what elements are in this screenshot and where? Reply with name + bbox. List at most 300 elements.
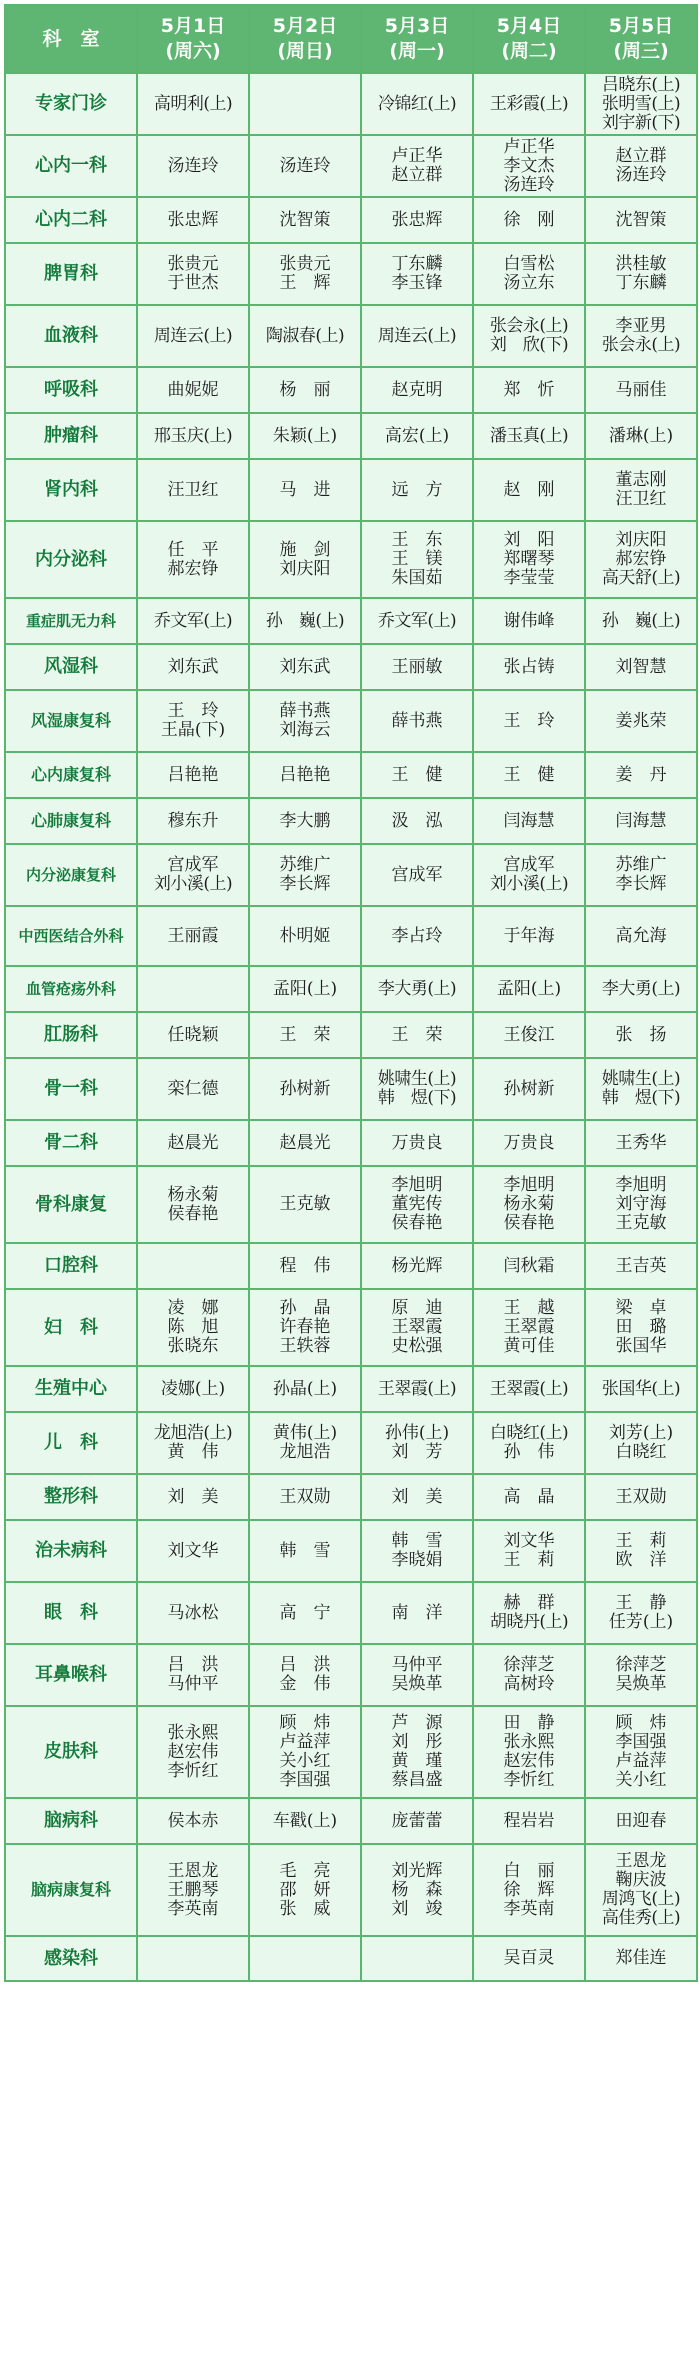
doctor-name: 孙 晶 [279, 1298, 331, 1318]
duty-cell [137, 135, 249, 197]
doctor-name: 王 莉 [503, 1550, 555, 1570]
department-name: 骨一科 [5, 1058, 137, 1120]
doctor-name: 张会永(上) [601, 335, 681, 355]
doctor-name: 程 伟 [279, 1255, 331, 1276]
duty-cell [249, 1582, 361, 1644]
doctor-name: 周鸿飞(上) [601, 1889, 681, 1909]
day-header [137, 5, 249, 73]
department-name: 脑病科 [5, 1798, 137, 1844]
day-header [361, 5, 473, 73]
duty-cell [585, 906, 697, 966]
doctor-name: 高允海 [615, 925, 667, 946]
table-row [5, 752, 697, 798]
doctor-name: 王轶蓉 [279, 1336, 331, 1356]
doctor-name: 陈 旭 [167, 1317, 219, 1337]
doctor-name: 赫 群 [503, 1593, 555, 1613]
doctor-name: 侯本赤 [167, 1810, 219, 1831]
doctor-name: 王克敏 [279, 1194, 331, 1214]
duty-cell [585, 1520, 697, 1582]
doctor-name: 李旭明 [615, 1175, 667, 1195]
doctor-name: 马丽佳 [615, 379, 667, 400]
doctor-name: 龙旭浩(上) [153, 1423, 233, 1443]
doctor-name: 汤连玲 [615, 165, 667, 185]
doctor-name: 董志刚 [615, 470, 667, 490]
doctor-name: 刘东武 [167, 656, 219, 677]
table-row [5, 1936, 697, 1981]
duty-cell [249, 197, 361, 243]
doctor-name: 王丽敏 [391, 656, 443, 677]
doctor-name: 高 晶 [503, 1486, 555, 1507]
duty-cell [137, 1844, 249, 1936]
doctor-name: 闫秋霜 [503, 1255, 555, 1276]
duty-cell [473, 1412, 585, 1474]
department-name: 心内一科 [5, 135, 137, 197]
duty-cell [361, 1120, 473, 1166]
duty-cell [361, 1936, 473, 1981]
doctor-name: 高 宁 [279, 1602, 331, 1623]
duty-cell [137, 1243, 249, 1289]
table-row [5, 1289, 697, 1366]
doctor-name: 高宏(上) [384, 425, 450, 446]
doctor-name: 赵晨光 [279, 1132, 331, 1153]
doctor-name: 穆东升 [167, 810, 219, 831]
doctor-name: 万贵良 [503, 1132, 555, 1153]
doctor-name: 毛 亮 [279, 1860, 331, 1881]
day-header [473, 5, 585, 73]
duty-cell [137, 1474, 249, 1520]
department-name: 重症肌无力科 [5, 598, 137, 644]
table-row [5, 844, 697, 906]
doctor-name: 蔡昌盛 [391, 1770, 443, 1790]
duty-cell [473, 644, 585, 690]
doctor-name: 王 健 [391, 764, 443, 785]
doctor-name: 王恩龙 [167, 1860, 219, 1881]
table-row [5, 1798, 697, 1844]
doctor-name: 刘 阳 [503, 530, 555, 550]
doctor-name: 邵 妍 [279, 1879, 331, 1900]
doctor-name: 王 越 [503, 1298, 555, 1318]
doctor-name: 丁东麟 [615, 273, 667, 293]
duty-cell [137, 73, 249, 135]
doctor-name: 王翠霞(上) [377, 1378, 457, 1399]
doctor-name: 苏维广 [615, 855, 667, 875]
duty-cell [249, 367, 361, 413]
duty-cell [249, 1012, 361, 1058]
duty-cell [137, 1366, 249, 1412]
duty-cell [361, 1644, 473, 1706]
doctor-name: 车戳(上) [272, 1810, 338, 1831]
doctor-name: 李国强 [615, 1732, 667, 1752]
doctor-name: 刘光辉 [391, 1860, 443, 1881]
doctor-name: 刘 竣 [391, 1898, 443, 1919]
doctor-name: 马冰松 [167, 1602, 219, 1623]
table-row [5, 305, 697, 367]
duty-cell [585, 798, 697, 844]
duty-cell [249, 73, 361, 135]
doctor-name: 卢益萍 [279, 1732, 331, 1752]
duty-cell [361, 1798, 473, 1844]
doctor-name: 李亚男 [615, 316, 667, 336]
table-row [5, 1706, 697, 1798]
doctor-name: 远 方 [391, 479, 443, 500]
doctor-name: 吴焕革 [615, 1674, 667, 1694]
duty-cell [473, 798, 585, 844]
duty-cell [585, 1474, 697, 1520]
table-row [5, 1844, 697, 1936]
doctor-name: 徐 刚 [503, 209, 555, 230]
doctor-name: 李晓娟 [391, 1550, 443, 1570]
doctor-name: 孙伟(上) [384, 1423, 450, 1443]
doctor-name: 吕晓东(上) [601, 74, 681, 95]
doctor-name: 赵宏伟 [167, 1741, 219, 1762]
doctor-name: 田 璐 [615, 1317, 667, 1337]
doctor-name: 杨永菊 [167, 1184, 219, 1205]
doctor-name: 孟阳(上) [272, 978, 338, 999]
doctor-name: 白 丽 [503, 1860, 555, 1881]
duty-cell [361, 1166, 473, 1243]
duty-cell [473, 1289, 585, 1366]
duty-cell [249, 1289, 361, 1366]
duty-cell [585, 243, 697, 305]
doctor-name: 朱国茹 [391, 568, 443, 588]
table-row [5, 644, 697, 690]
doctor-name: 孙晶(上) [272, 1378, 338, 1399]
doctor-name: 王克敏 [615, 1213, 667, 1233]
doctor-name: 张明雪(上) [601, 93, 681, 114]
corner-header: 科 室 [5, 5, 137, 73]
doctor-name: 张会永(上) [489, 316, 569, 336]
duty-cell [361, 413, 473, 459]
doctor-name: 任晓颖 [167, 1024, 219, 1045]
doctor-name: 宫成军 [391, 864, 443, 885]
doctor-name: 马仲平 [167, 1674, 219, 1694]
department-name: 心内康复科 [5, 752, 137, 798]
doctor-name: 乔文军(上) [377, 610, 457, 631]
duty-cell [585, 1289, 697, 1366]
doctor-name: 王俊江 [503, 1024, 555, 1045]
duty-cell [249, 798, 361, 844]
duty-cell [249, 243, 361, 305]
doctor-name: 刘守海 [615, 1194, 667, 1214]
doctor-name: 韩 煜(下) [377, 1088, 457, 1108]
table-row [5, 598, 697, 644]
doctor-name: 白晓红(上) [489, 1423, 569, 1443]
department-name: 骨二科 [5, 1120, 137, 1166]
duty-cell [361, 644, 473, 690]
day-weekday: (周日) [277, 40, 333, 62]
doctor-name: 刘 美 [167, 1486, 219, 1507]
doctor-name: 李占玲 [391, 925, 443, 946]
doctor-name: 李玉锋 [391, 273, 443, 293]
duty-cell [473, 1798, 585, 1844]
doctor-name: 李旭明 [391, 1175, 443, 1195]
doctor-name: 沈智策 [279, 209, 331, 230]
doctor-name: 谢伟峰 [503, 610, 555, 631]
duty-cell [137, 521, 249, 598]
department-name: 骨科康复 [5, 1166, 137, 1243]
duty-cell [249, 459, 361, 521]
department-name: 治未病科 [5, 1520, 137, 1582]
doctor-name: 汲 泓 [391, 810, 443, 831]
duty-cell [249, 135, 361, 197]
duty-cell [361, 844, 473, 906]
duty-cell [361, 1243, 473, 1289]
doctor-name: 沈智策 [615, 209, 667, 230]
department-name: 眼 科 [5, 1582, 137, 1644]
doctor-name: 刘小溪(上) [153, 874, 233, 894]
doctor-name: 王 玲 [503, 710, 555, 731]
table-row [5, 1243, 697, 1289]
department-name: 整形科 [5, 1474, 137, 1520]
table-row [5, 413, 697, 459]
duty-cell [473, 1706, 585, 1798]
table-row [5, 1412, 697, 1474]
duty-cell [137, 598, 249, 644]
duty-cell [585, 1166, 697, 1243]
duty-cell [585, 1644, 697, 1706]
doctor-name: 白晓红 [615, 1442, 667, 1462]
doctor-name: 刘海云 [279, 720, 331, 740]
doctor-name: 韩 煜(下) [601, 1088, 681, 1108]
doctor-name: 汤连玲 [503, 174, 555, 195]
doctor-name: 高佳秀(上) [601, 1908, 681, 1928]
doctor-name: 杨 森 [391, 1879, 443, 1900]
doctor-name: 张忠辉 [391, 209, 443, 230]
department-name: 口腔科 [5, 1243, 137, 1289]
table-row [5, 1644, 697, 1706]
department-name: 皮肤科 [5, 1706, 137, 1798]
duty-cell [361, 521, 473, 598]
day-date: 5月2日 [272, 15, 338, 37]
table-row [5, 798, 697, 844]
doctor-name: 卢益萍 [615, 1751, 667, 1771]
duty-cell [473, 598, 585, 644]
doctor-name: 王 辉 [279, 273, 331, 293]
doctor-name: 孙树新 [503, 1078, 555, 1099]
doctor-name: 王恩龙 [615, 1851, 667, 1871]
doctor-name: 侯春艳 [391, 1213, 443, 1233]
duty-cell [361, 73, 473, 135]
doctor-name: 王双勋 [279, 1486, 331, 1507]
duty-cell [473, 1243, 585, 1289]
day-weekday: (周三) [613, 40, 669, 62]
department-name: 呼吸科 [5, 367, 137, 413]
doctor-name: 侯春艳 [503, 1213, 555, 1233]
department-name: 风湿康复科 [5, 690, 137, 752]
duty-cell [249, 1243, 361, 1289]
duty-cell [361, 906, 473, 966]
table-row [5, 1120, 697, 1166]
doctor-name: 张贵元 [167, 254, 219, 274]
duty-cell [585, 1706, 697, 1798]
day-weekday: (周一) [389, 40, 445, 62]
schedule-body [5, 73, 697, 1981]
doctor-name: 刘 彤 [391, 1732, 443, 1752]
duty-cell [361, 243, 473, 305]
table-row [5, 1012, 697, 1058]
department-name: 肾内科 [5, 459, 137, 521]
day-header [585, 5, 697, 73]
doctor-name: 黄可佳 [503, 1336, 555, 1356]
doctor-name: 周连云(上) [377, 325, 457, 346]
duty-cell [249, 1474, 361, 1520]
doctor-name: 汪卫红 [167, 479, 219, 500]
duty-cell [249, 1520, 361, 1582]
duty-cell [585, 1120, 697, 1166]
doctor-name: 程岩岩 [503, 1810, 555, 1831]
duty-cell [473, 1844, 585, 1936]
duty-cell [361, 598, 473, 644]
table-row [5, 197, 697, 243]
doctor-name: 于世杰 [167, 273, 219, 293]
duty-cell [585, 1012, 697, 1058]
duty-cell [137, 1058, 249, 1120]
department-name: 肛肠科 [5, 1012, 137, 1058]
duty-cell [137, 798, 249, 844]
doctor-name: 张永熙 [167, 1722, 219, 1743]
department-name: 内分泌科 [5, 521, 137, 598]
table-row [5, 690, 697, 752]
doctor-name: 薛书燕 [279, 701, 331, 721]
doctor-name: 宫成军 [167, 855, 219, 875]
doctor-name: 邢玉庆(上) [153, 425, 233, 446]
doctor-name: 姚啸生(上) [601, 1069, 681, 1089]
department-name: 心内二科 [5, 197, 137, 243]
duty-cell [249, 521, 361, 598]
doctor-name: 刘智慧 [615, 656, 667, 677]
doctor-name: 郑曙琴 [503, 549, 555, 569]
doctor-name: 李莹莹 [503, 568, 555, 588]
doctor-name: 姜兆荣 [615, 710, 667, 731]
duty-cell [585, 598, 697, 644]
doctor-name: 王翠霞 [391, 1317, 443, 1337]
duty-cell [137, 844, 249, 906]
doctor-name: 卢正华 [503, 136, 555, 157]
doctor-name: 于年海 [503, 925, 555, 946]
duty-cell [473, 844, 585, 906]
duty-cell [473, 1120, 585, 1166]
department-name: 专家门诊 [5, 73, 137, 135]
duty-cell [585, 1798, 697, 1844]
duty-cell [249, 1120, 361, 1166]
doctor-name: 刘 芳 [391, 1442, 443, 1462]
doctor-name: 庞蕾蕾 [391, 1810, 443, 1831]
doctor-name: 王 东 [391, 530, 443, 550]
doctor-name: 吕 洪 [167, 1655, 219, 1675]
doctor-name: 刘东武 [279, 656, 331, 677]
duty-cell [249, 1798, 361, 1844]
duty-cell [361, 1474, 473, 1520]
doctor-name: 王 荣 [391, 1024, 443, 1045]
duty-cell [361, 1582, 473, 1644]
doctor-name: 闫海慧 [503, 810, 555, 831]
duty-cell [137, 1644, 249, 1706]
duty-cell [361, 1058, 473, 1120]
doctor-name: 李旭明 [503, 1175, 555, 1195]
doctor-name: 王彩霞(上) [489, 93, 569, 114]
duty-cell [473, 690, 585, 752]
duty-cell [585, 367, 697, 413]
duty-cell [249, 1058, 361, 1120]
duty-cell [585, 135, 697, 197]
duty-cell [361, 798, 473, 844]
doctor-name: 关小红 [615, 1770, 667, 1790]
duty-cell [585, 1582, 697, 1644]
duty-cell [473, 73, 585, 135]
duty-cell [249, 906, 361, 966]
department-name: 妇 科 [5, 1289, 137, 1366]
day-weekday: (周二) [501, 40, 557, 62]
duty-cell [361, 1289, 473, 1366]
doctor-name: 王双勋 [615, 1486, 667, 1507]
duty-cell [585, 1844, 697, 1936]
doctor-name: 潘琳(上) [608, 425, 674, 446]
doctor-name: 姜 丹 [615, 764, 667, 785]
doctor-name: 李文杰 [503, 155, 555, 176]
doctor-name: 李国强 [279, 1770, 331, 1790]
duty-cell [137, 1936, 249, 1981]
doctor-name: 王 健 [503, 764, 555, 785]
doctor-name: 刘庆阳 [615, 530, 667, 550]
doctor-name: 李长辉 [615, 874, 667, 894]
doctor-name: 李大勇(上) [377, 978, 457, 999]
doctor-name: 王 莉 [615, 1531, 667, 1551]
doctor-name: 冷锦红(上) [377, 93, 457, 114]
doctor-name: 吴百灵 [503, 1948, 555, 1968]
duty-cell [585, 1412, 697, 1474]
department-name: 耳鼻喉科 [5, 1644, 137, 1706]
doctor-name: 汤连玲 [167, 155, 219, 176]
duty-cell [473, 197, 585, 243]
duty-cell [249, 1166, 361, 1243]
doctor-name: 高天舒(上) [601, 568, 681, 588]
doctor-name: 李忻红 [167, 1760, 219, 1781]
day-header [249, 5, 361, 73]
doctor-name: 原 迪 [391, 1298, 443, 1318]
duty-cell [473, 1936, 585, 1981]
duty-cell [473, 752, 585, 798]
doctor-name: 刘芳(上) [608, 1423, 674, 1443]
doctor-name: 吴焕革 [391, 1674, 443, 1694]
duty-cell [473, 1366, 585, 1412]
department-name: 肿瘤科 [5, 413, 137, 459]
duty-cell [585, 73, 697, 135]
table-row [5, 1582, 697, 1644]
duty-cell [249, 1936, 361, 1981]
duty-cell [249, 966, 361, 1012]
day-weekday: (周六) [165, 40, 221, 62]
day-date: 5月3日 [384, 15, 450, 37]
duty-cell [473, 1058, 585, 1120]
doctor-name: 宫成军 [503, 855, 555, 875]
day-date: 5月5日 [608, 15, 674, 37]
table-row [5, 73, 697, 135]
duty-cell [473, 906, 585, 966]
duty-cell [249, 690, 361, 752]
duty-cell [585, 690, 697, 752]
doctor-name: 王丽霞 [167, 925, 219, 946]
duty-cell [137, 1520, 249, 1582]
header-row [5, 5, 697, 73]
doctor-name: 赵 刚 [503, 479, 555, 500]
doctor-name: 卢正华 [391, 146, 443, 166]
doctor-name: 孙 巍(上) [265, 610, 345, 631]
table-row [5, 906, 697, 966]
doctor-name: 孙 巍(上) [601, 610, 681, 631]
doctor-name: 赵立群 [391, 165, 443, 185]
duty-cell [473, 1644, 585, 1706]
doctor-name: 刘文华 [167, 1540, 219, 1561]
